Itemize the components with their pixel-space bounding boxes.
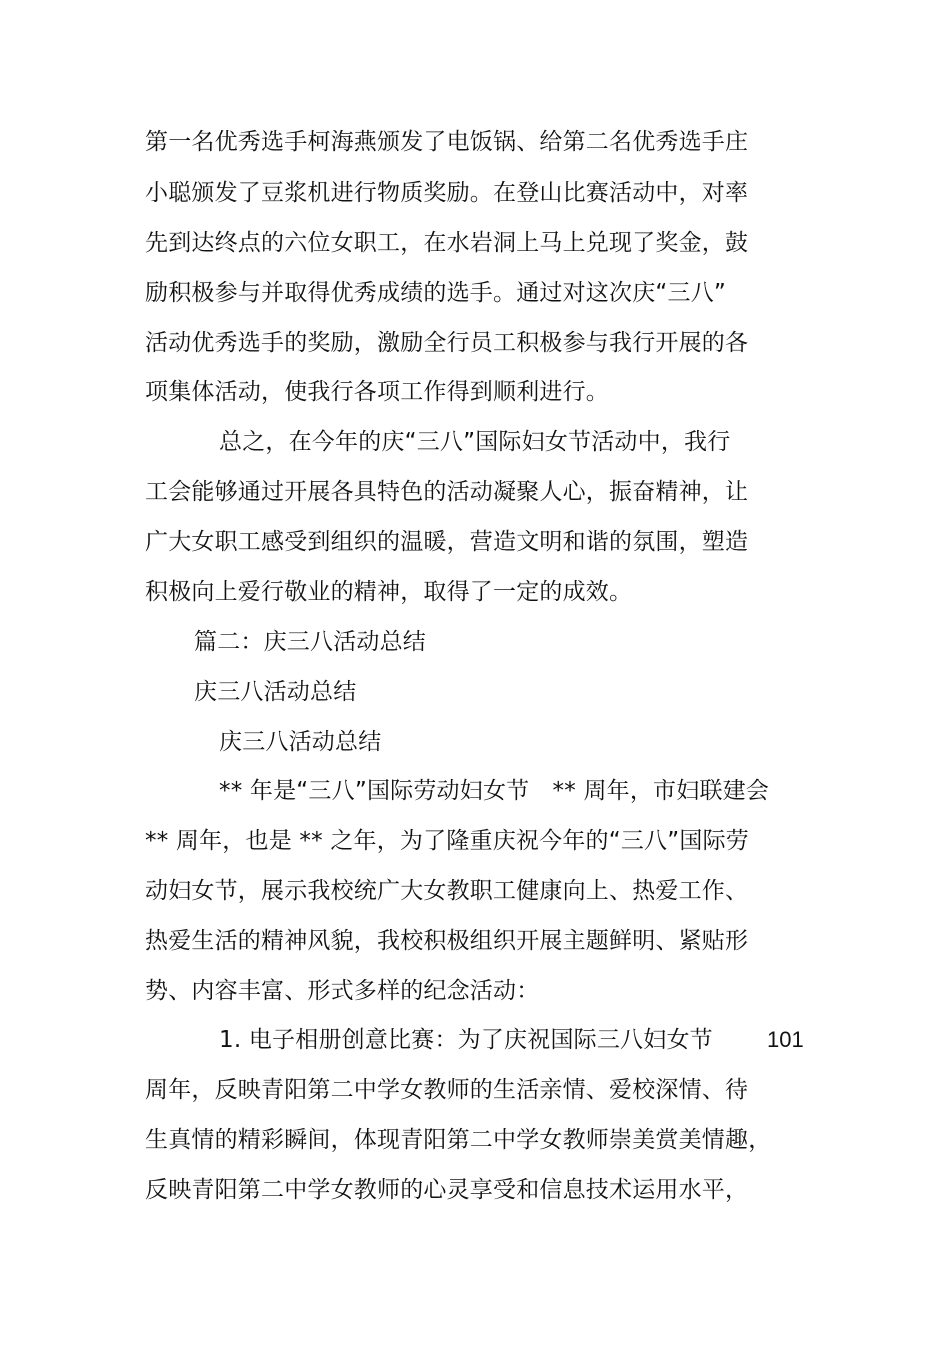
paragraph-first-line: ** 年是“三八”国际劳动妇女节 ** 周年，市妇联建会 — [219, 778, 770, 804]
body-line: 动妇女节，展示我校统广大女教职工健康向上、热爱工作、 — [145, 878, 749, 904]
body-line: 广大女职工感受到组织的温暖，营造文明和谐的氛围，塑造 — [145, 529, 749, 555]
body-line: 工会能够通过开展各具特色的活动凝聚人心，振奋精神，让 — [145, 479, 749, 505]
document-subtitle: 庆三八活动总结 — [219, 729, 382, 755]
body-line: 势、内容丰富、形式多样的纪念活动： — [145, 978, 540, 1004]
body-line: 项集体活动，使我行各项工作得到顺利进行。 — [145, 379, 609, 405]
anniversary-number: 101 — [767, 1027, 804, 1052]
body-line: 生真情的精彩瞬间，体现青阳第二中学女教师崇美赏美情趣， — [145, 1127, 772, 1153]
body-line: 励积极参与并取得优秀成绩的选手。通过对这次庆“三八” — [145, 280, 727, 306]
body-line: ** 周年，也是 ** 之年，为了隆重庆祝今年的“三八”国际劳 — [145, 828, 749, 854]
paragraph-first-line: 总之，在今年的庆“三八”国际妇女节活动中，我行 — [219, 429, 731, 455]
section-heading: 篇二：庆三八活动总结 — [194, 629, 426, 655]
body-line: 周年，反映青阳第二中学女教师的生活亲情、爱校深情、待 — [145, 1077, 749, 1103]
body-line: 热爱生活的精神风貌，我校积极组织开展主题鲜明、紧贴形 — [145, 928, 749, 954]
document-title: 庆三八活动总结 — [194, 679, 357, 705]
body-line: 先到达终点的六位女职工，在水岩洞上马上兑现了奖金，鼓 — [145, 230, 749, 256]
body-line: 第一名优秀选手柯海燕颁发了电饭锅、给第二名优秀选手庄 — [145, 129, 749, 155]
body-line: 活动优秀选手的奖励，激励全行员工积极参与我行开展的各 — [145, 330, 749, 356]
body-line: 小聪颁发了豆浆机进行物质奖励。在登山比赛活动中，对率 — [145, 180, 749, 206]
body-line: 积极向上爱行敬业的精神，取得了一定的成效。 — [145, 579, 633, 605]
body-line: 反映青阳第二中学女教师的心灵享受和信息技术运用水平， — [145, 1177, 749, 1203]
list-item-line: 1. 电子相册创意比赛：为了庆祝国际三八妇女节 — [219, 1027, 713, 1053]
